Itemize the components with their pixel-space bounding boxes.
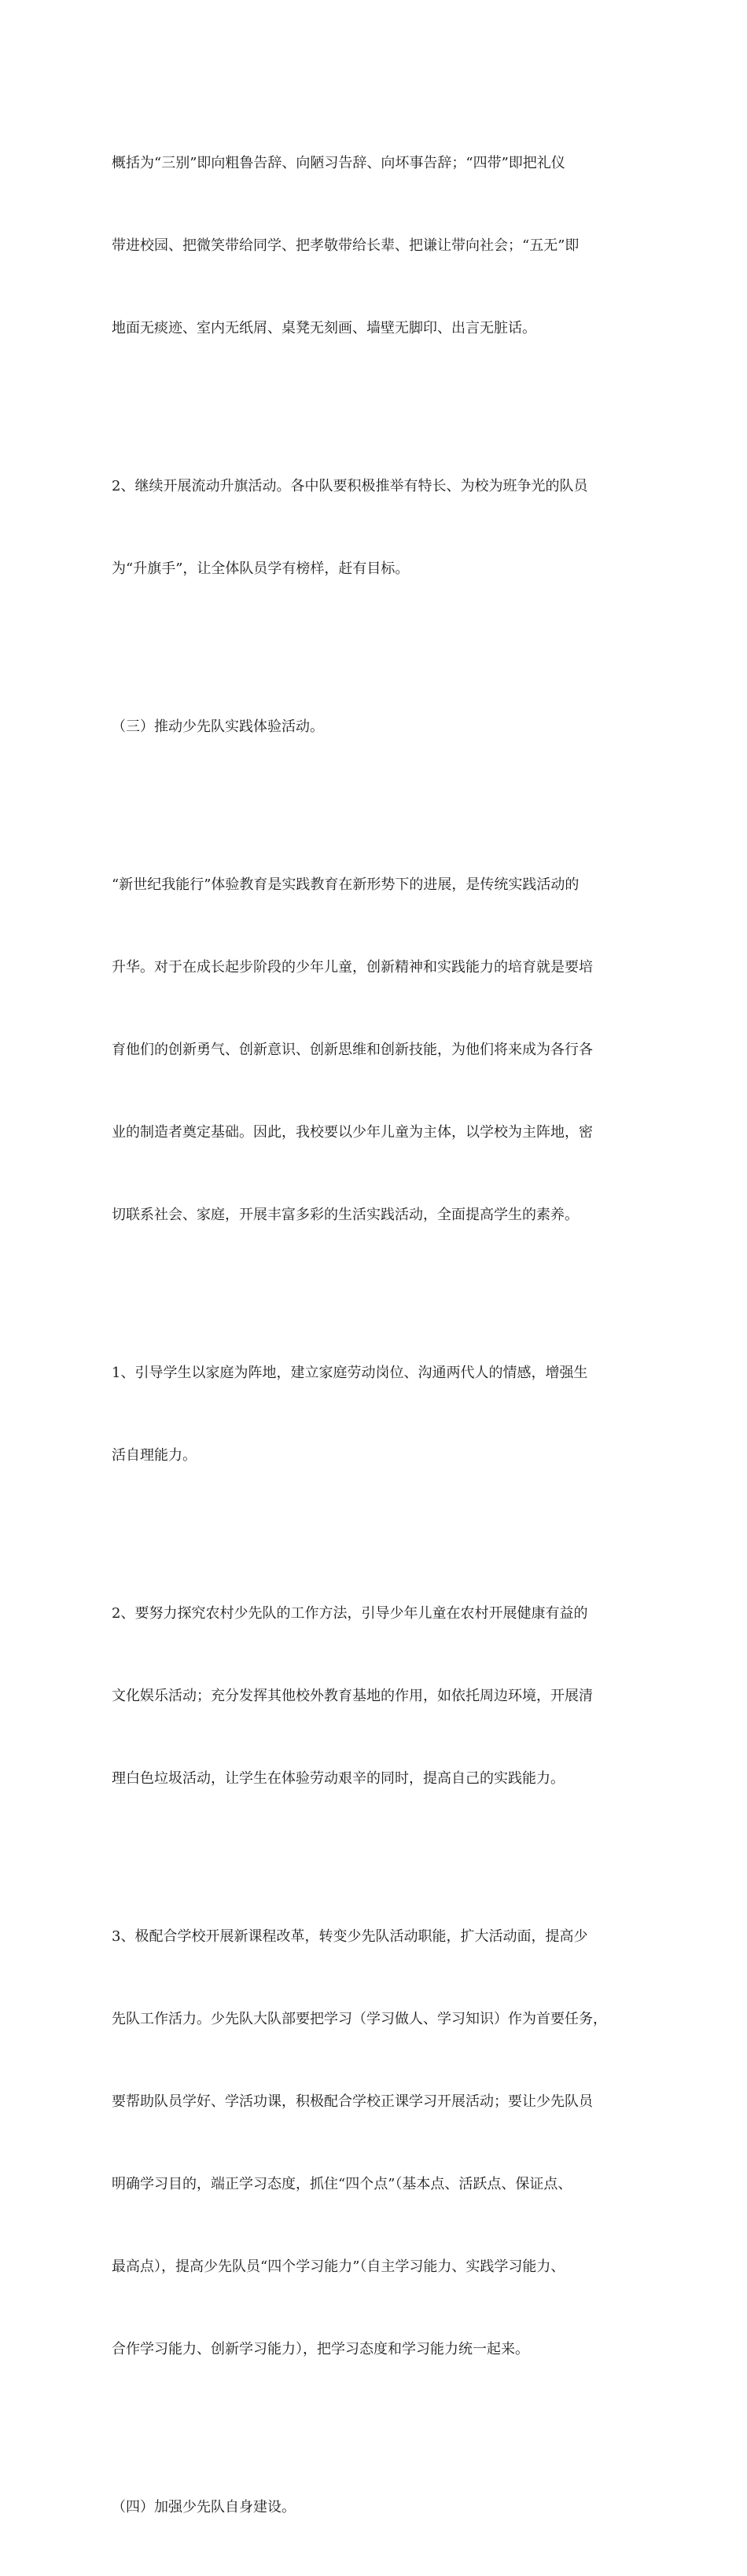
text-line: 要帮助队员学好、学活功课，积极配合学校正课学习开展活动；要让少先队员 [112,2093,593,2110]
text-line: 最高点），提高少先队员“四个学习能力”（自主学习能力、实践学习能力、 [112,2258,565,2275]
document-body [112,94,638,2576]
paragraph-experience-education [112,816,638,1284]
text-line: 明确学习目的，端正学习态度，抓住“四个点”（基本点、活跃点、保证点、 [112,2176,572,2192]
section-heading-3 [112,658,638,796]
text-line: 先队工作活力。少先队大队部要把学习（学习做人、学习知识）作为首要任务， [112,2011,607,2027]
paragraph-item-3 [112,1868,638,2418]
text-line: 3、极配合学校开展新课程改革，转变少先队活动职能，扩大活动面，提高少 [112,1928,588,1945]
section-heading-4 [112,2438,638,2576]
text-line: 理白色垃圾活动，让学生在体验劳动艰辛的同时，提高自己的实践能力。 [112,1770,565,1787]
paragraph-item-1 [112,1304,638,1524]
text-line: 2、继续开展流动升旗活动。各中队要积极推举有特长、为校为班争光的队员 [112,478,588,494]
text-line: 升华。对于在成长起步阶段的少年儿童，创新精神和实践能力的培育就是要培 [112,959,593,976]
text-line: 带进校园、把微笑带给同学、把孝敬带给长辈、把谦让带向社会；“五无”即 [112,237,580,254]
text-line: 切联系社会、家庭，开展丰富多彩的生活实践活动，全面提高学生的素养。 [112,1207,579,1223]
text-line: 活自理能力。 [112,1447,197,1464]
text-line: 地面无痰迹、室内无纸屑、桌凳无刻画、墙壁无脚印、出言无脏话。 [112,320,536,336]
paragraph-item-2 [112,1545,638,1847]
text-line: 概括为“三别”即向粗鲁告辞、向陋习告辞、向坏事告辞；“四带”即把礼仪 [112,155,565,171]
text-line: “新世纪我能行”体验教育是实践教育在新形势下的进展，是传统实践活动的 [112,876,580,893]
text-line: （三）推动少先队实践体验活动。 [112,718,324,735]
text-line: 合作学习能力、创新学习能力），把学习态度和学习能力统一起来。 [112,2341,529,2357]
text-line: 文化娱乐活动；充分发挥其他校外教育基地的作用，如依托周边环境，开展清 [112,1688,593,1704]
text-line: 育他们的创新勇气、创新意识、创新思维和创新技能，为他们将来成为各行各 [112,1042,593,1058]
text-line: 业的制造者奠定基础。因此，我校要以少年儿童为主体，以学校为主阵地，密 [112,1124,593,1141]
text-line: 为“升旗手”，让全体队员学有榜样，赶有目标。 [112,560,410,577]
paragraph-flag-raising [112,417,638,638]
text-line: 1、引导学生以家庭为阵地，建立家庭劳动岗位、沟通两代人的情感，增强生 [112,1365,588,1381]
text-line: （四）加强少先队自身建设。 [112,2499,296,2515]
paragraph-three-farewells [112,94,638,397]
text-line: 2、要努力探究农村少先队的工作方法，引导少年儿童在农村开展健康有益的 [112,1605,588,1622]
